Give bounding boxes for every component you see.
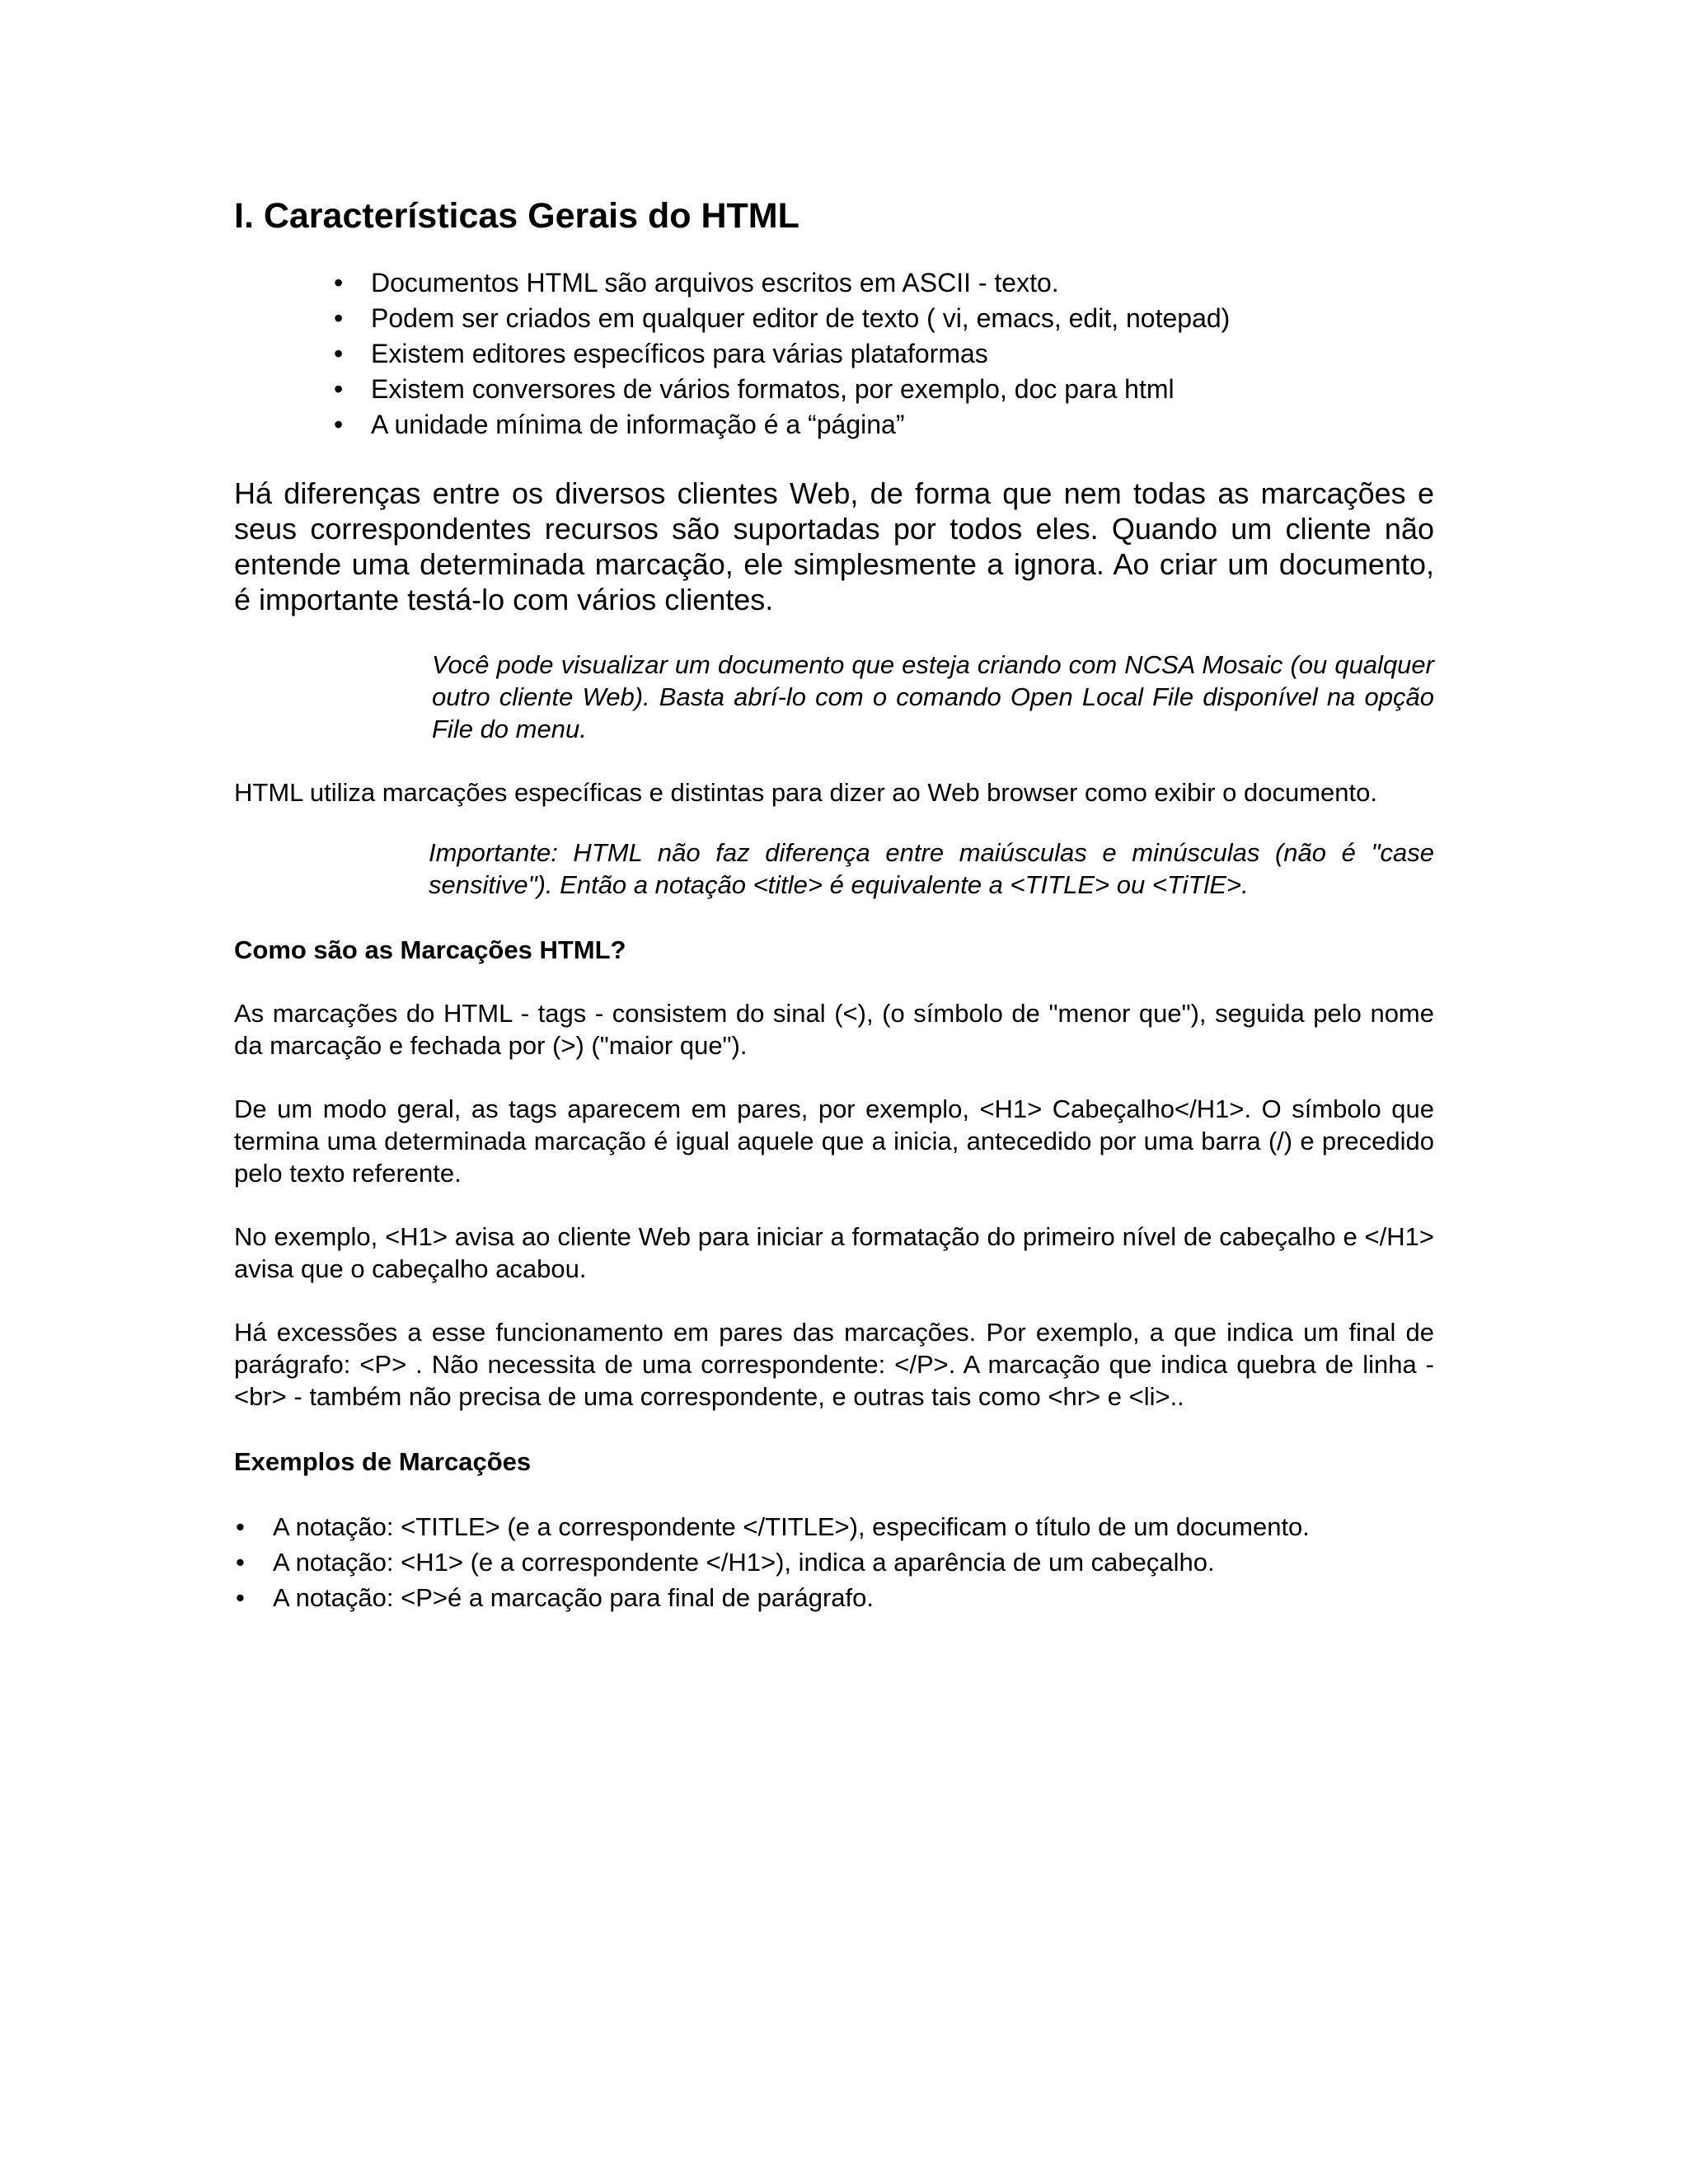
subheading-examples: Exemplos de Marcações <box>234 1447 532 1476</box>
list-item: • Podem ser criados em qualquer editor de texto ( vi, emacs, edit, notepad) <box>371 301 1434 336</box>
examples-list <box>234 1509 1434 1615</box>
document-page <box>234 194 1434 1615</box>
list-item: • Documentos HTML são arquivos escritos em ASCII - texto. <box>371 265 1434 301</box>
list-item: • Existem conversores de vários formatos, por exemplo, doc para html <box>371 372 1434 407</box>
markup-paragraph: As marcações do HTML - tags - consistem do sinal (<), (o símbolo de "menor que"), seguida pelo nome da marcação e fechada por (>) ("maior que"). <box>234 999 1434 1060</box>
markup-paragraph: Há excessões a esse funcionamento em pares das marcações. Por exemplo, a que indica um final de parágrafo: <P> . Não necessita de uma correspondente: </P>. A marcação que indica quebra de linha - <br> - também não precisa de uma correspondente, e outras tais como <hr> e <li>.. <box>234 1318 1434 1411</box>
section-title: I. Características Gerais do HTML <box>234 196 799 236</box>
list-item: • A notação: <TITLE> (e a correspondente </TITLE>), especificam o título de um documento. <box>273 1509 1434 1544</box>
clients-paragraph: Há diferenças entre os diversos clientes Web, de forma que nem todas as marcações e seus correspondentes recursos são suportadas por todos eles. Quando um cliente não entende uma determinada marcação, ele simplesmente a ignora. Ao criar um documento, é importante testá-lo com vários clientes. <box>234 476 1434 616</box>
list-item: • A notação: <P>é a marcação para final de parágrafo. <box>273 1580 1434 1615</box>
tags-paragraph: HTML utiliza marcações específicas e distintas para dizer ao Web browser como exibir o documento. <box>234 778 1377 807</box>
markup-paragraph: No exemplo, <H1> avisa ao cliente Web para iniciar a formatação do primeiro nível de cabeçalho e </H1> avisa que o cabeçalho acabou. <box>234 1222 1434 1283</box>
list-item: • A notação: <H1> (e a correspondente </H1>), indica a aparência de um cabeçalho. <box>273 1544 1434 1580</box>
mosaic-note: Você pode visualizar um documento que esteja criando com NCSA Mosaic (ou qualquer outro cliente Web). Basta abrí-lo com o comando Open Local File disponível na opção File do menu. <box>432 650 1434 743</box>
intro-list <box>234 265 1434 443</box>
list-item: • A unidade mínima de informação é a “página” <box>371 407 1434 443</box>
list-item: • Existem editores específicos para várias plataformas <box>371 336 1434 372</box>
subheading-markup: Como são as Marcações HTML? <box>234 935 626 964</box>
markup-paragraph: De um modo geral, as tags aparecem em pares, por exemplo, <H1> Cabeçalho</H1>. O símbolo que termina uma determinada marcação é igual aquele que a inicia, antecedido por uma barra (/) e precedido pelo texto referente. <box>234 1094 1434 1188</box>
case-sensitivity-note: Importante: HTML não faz diferença entre maiúsculas e minúsculas (não é "case sensitive"). Então a notação <title> é equivalente a <TITLE> ou <TiTlE>. <box>429 838 1434 899</box>
